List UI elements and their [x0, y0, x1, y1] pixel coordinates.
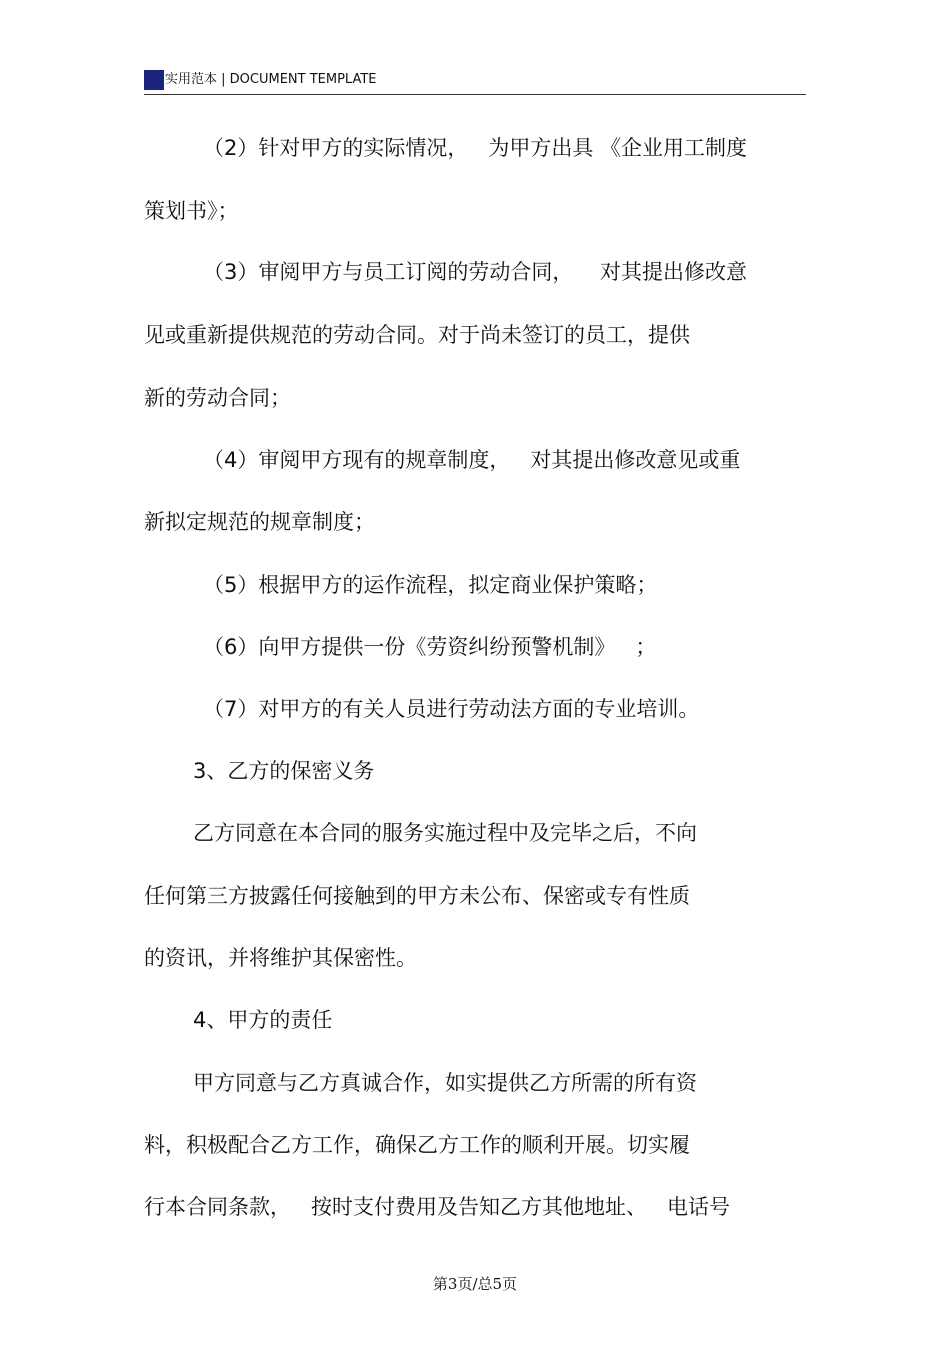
body-line: 策划书》； [144, 199, 239, 223]
header-title: 实用范本 | DOCUMENT TEMPLATE [165, 72, 377, 87]
body-line: （7）对甲方的有关人员进行劳动法方面的专业培训。 [203, 697, 700, 721]
body-line: 乙方同意在本合同的服务实施过程中及完毕之后，不向 [193, 821, 697, 845]
document-header [144, 68, 806, 95]
body-line: 甲方同意与乙方真诚合作，如实提供乙方所需的所有资 [193, 1071, 697, 1095]
section-heading: 4、甲方的责任 [193, 1008, 333, 1032]
body-line: 新拟定规范的规章制度； [144, 510, 375, 534]
header-logo-box [144, 70, 164, 90]
page-number: 第3页/总5页 [432, 1275, 518, 1293]
body-line: 料，积极配合乙方工作，确保乙方工作的顺利开展。切实履 [144, 1133, 690, 1157]
body-line: （6）向甲方提供一份《劳资纠纷预警机制》 ； [203, 635, 657, 659]
body-line: （3）审阅甲方与员工订阅的劳动合同， 对其提出修改意 [203, 260, 748, 284]
body-line: 的资讯，并将维护其保密性。 [144, 946, 417, 970]
body-line: 新的劳动合同； [144, 386, 291, 410]
body-line: 行本合同条款， 按时支付费用及告知乙方其他地址、 电话号 [144, 1195, 731, 1219]
body-line: （2）针对甲方的实际情况， 为甲方出具 《企业用工制度 [203, 136, 748, 160]
section-heading: 3、乙方的保密义务 [193, 759, 375, 783]
body-line: 任何第三方披露任何接触到的甲方未公布、保密或专有性质 [144, 884, 690, 908]
body-line: （4）审阅甲方现有的规章制度， 对其提出修改意见或重 [203, 448, 741, 472]
body-line: 见或重新提供规范的劳动合同。对于尚未签订的员工，提供 [144, 323, 690, 347]
body-line: （5）根据甲方的运作流程，拟定商业保护策略； [203, 573, 658, 597]
